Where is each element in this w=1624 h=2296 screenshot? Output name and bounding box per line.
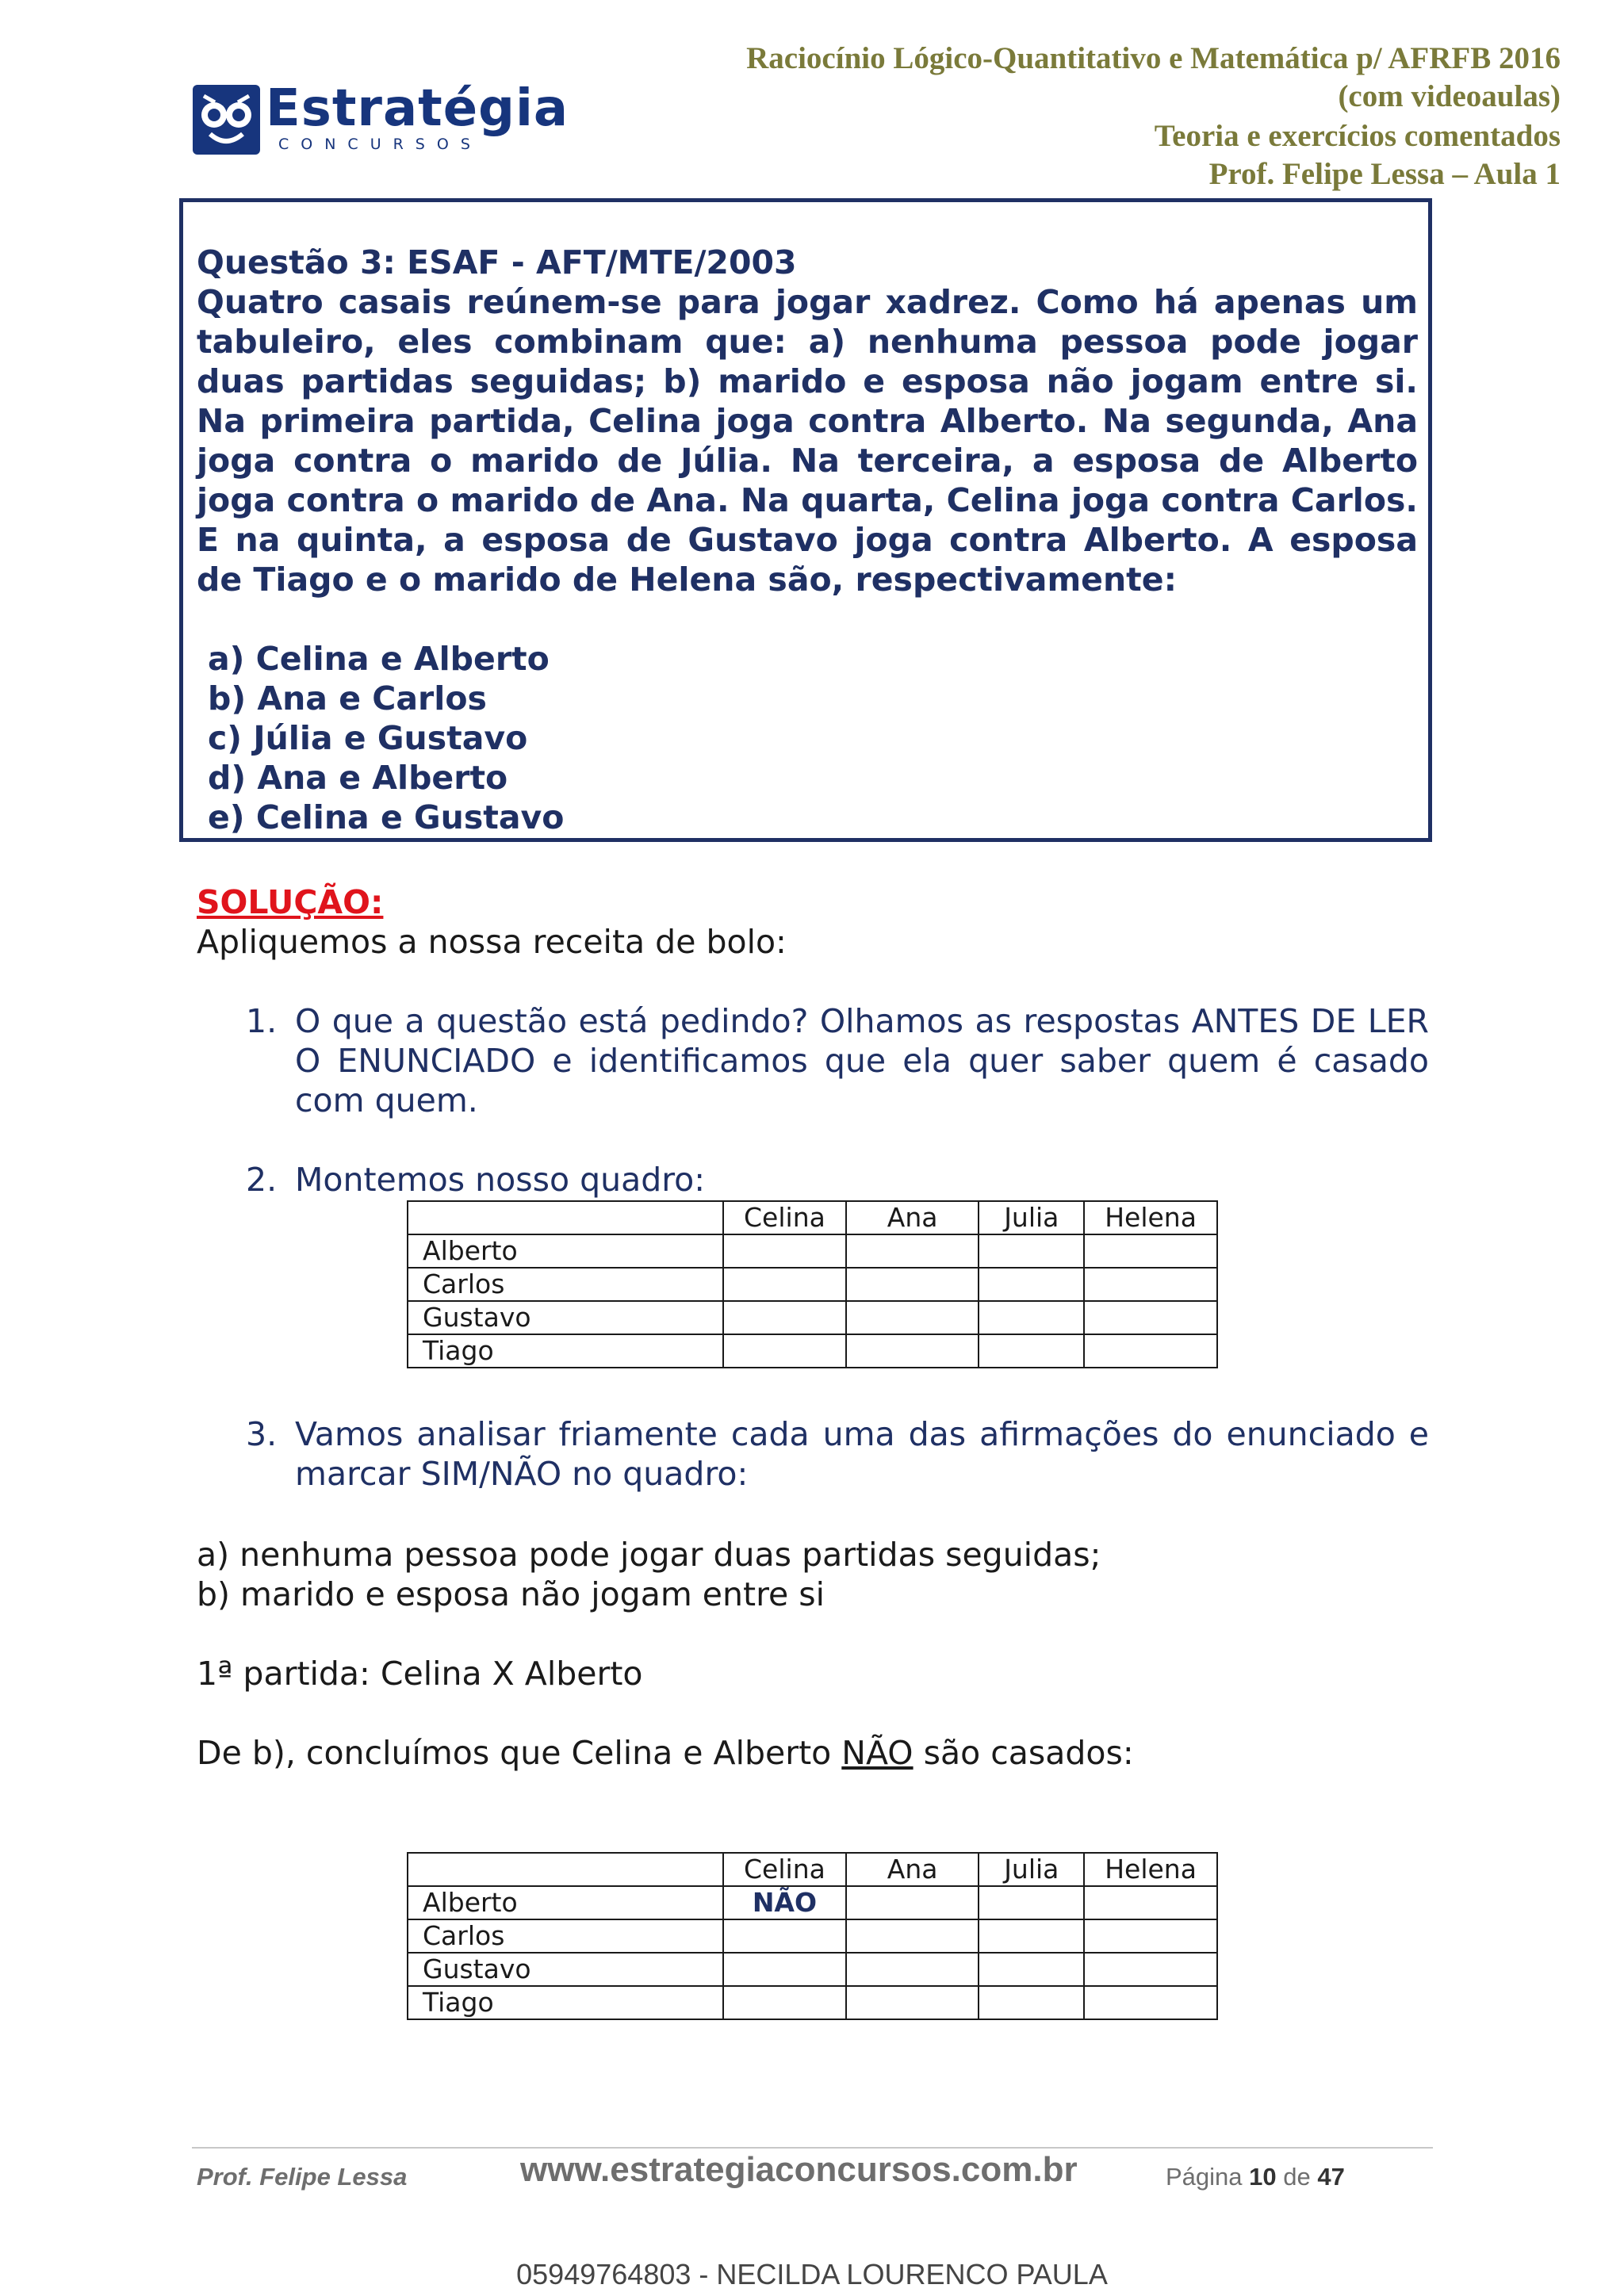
solution-intro: Apliquemos a nossa receita de bolo: <box>197 923 787 961</box>
conclusion-end: são casados: <box>913 1734 1134 1772</box>
question-title: Questão 3: ESAF - AFT/MTE/2003 <box>197 243 797 281</box>
watermark: 05949764803 - NECILDA LOURENCO PAULA <box>516 2258 1108 2290</box>
table-cell <box>723 1334 846 1368</box>
table-cell <box>723 1268 846 1301</box>
table-cell <box>979 1986 1084 2019</box>
table-cell <box>979 1301 1084 1334</box>
table-cell <box>723 1919 846 1953</box>
table-cell <box>979 1334 1084 1368</box>
table-row <box>408 1919 1217 1953</box>
question-options <box>208 639 564 837</box>
table-cell <box>846 1268 979 1301</box>
column-header: Helena <box>1084 1201 1217 1234</box>
table-cell <box>1084 1986 1217 2019</box>
table-cell <box>1084 1334 1217 1368</box>
row-header: Gustavo <box>408 1301 723 1334</box>
row-header: Gustavo <box>408 1953 723 1986</box>
row-header: Carlos <box>408 1268 723 1301</box>
logo-name: Estratégia <box>266 79 569 138</box>
marriage-table-filled <box>407 1852 1218 2020</box>
table-cell <box>846 1234 979 1268</box>
question-body: Quatro casais reúnem-se para jogar xadrez. Como há apenas um tabuleiro, eles combinam que: a) nenhuma pessoa pode jogar duas partidas seguidas; b) marido e esposa não jogam entre si. Na primeira partida, Celina joga contra Alberto. Na segunda, Ana joga contra o marido de Júlia. Na terceira, a esposa de Alberto joga contra o marido de Ana. Na quarta, Celina joga contra Carlos. E na quinta, a esposa de Gustavo joga contra Alberto. A esposa de Tiago e o marido de Helena são, respectivamente: <box>197 283 1418 599</box>
option-a: a) Celina e Alberto <box>208 640 550 678</box>
table-cell <box>979 1234 1084 1268</box>
table-cell <box>1084 1301 1217 1334</box>
table-header-row <box>408 1853 1217 1886</box>
table-cell <box>979 1268 1084 1301</box>
table-cell <box>846 1334 979 1368</box>
column-header: Julia <box>979 1853 1084 1886</box>
step-3-text: Vamos analisar friamente cada uma das afirmações do enunciado e marcar SIM/NÃO no quadro: <box>295 1415 1429 1493</box>
table-row <box>408 1886 1217 1919</box>
table-cell <box>1084 1268 1217 1301</box>
table-row <box>408 1953 1217 1986</box>
marriage-table-empty <box>407 1200 1218 1368</box>
table-cell <box>979 1919 1084 1953</box>
option-c: c) Júlia e Gustavo <box>208 719 528 757</box>
step-2-text: Montemos nosso quadro: <box>295 1161 706 1199</box>
page-of: de <box>1276 2163 1318 2191</box>
table-cell <box>979 1886 1084 1919</box>
option-d: d) Ana e Alberto <box>208 759 508 797</box>
footer-website-link[interactable]: www.estrategiaconcursos.com.br <box>520 2150 1078 2189</box>
table-row <box>408 1334 1217 1368</box>
row-header: Carlos <box>408 1919 723 1953</box>
logo-subtitle: CONCURSOS <box>278 136 482 153</box>
table-row <box>408 1234 1217 1268</box>
table-cell <box>723 1986 846 2019</box>
step-3-number: 3. <box>246 1415 278 1453</box>
column-header: Ana <box>846 1853 979 1886</box>
row-header: Alberto <box>408 1234 723 1268</box>
header-professor: Prof. Felipe Lessa – Aula 1 <box>1208 157 1561 191</box>
table-corner <box>408 1853 723 1886</box>
footer-page-number <box>1166 2163 1345 2191</box>
table-row <box>408 1986 1217 2019</box>
table-row <box>408 1268 1217 1301</box>
table-cell <box>723 1234 846 1268</box>
column-header: Ana <box>846 1201 979 1234</box>
row-header: Tiago <box>408 1334 723 1368</box>
table-cell <box>1084 1886 1217 1919</box>
page-current: 10 <box>1249 2163 1277 2191</box>
row-header: Alberto <box>408 1886 723 1919</box>
conclusion <box>197 1733 1134 1773</box>
footer-author: Prof. Felipe Lessa <box>197 2163 408 2191</box>
option-e: e) Celina e Gustavo <box>208 798 565 836</box>
cell-alberto-celina: NÃO <box>723 1886 846 1919</box>
table-row <box>408 1301 1217 1334</box>
table-header-row <box>408 1201 1217 1234</box>
step-1-text: O que a questão está pedindo? Olhamos as respostas ANTES DE LER O ENUNCIADO e identificamos que ela quer saber quem é casado com quem. <box>295 1002 1429 1119</box>
table-cell <box>723 1953 846 1986</box>
table-cell <box>846 1301 979 1334</box>
step-2 <box>246 1160 1429 1200</box>
table-cell <box>846 1886 979 1919</box>
column-header: Julia <box>979 1201 1084 1234</box>
table-cell <box>846 1986 979 2019</box>
table-cell <box>979 1953 1084 1986</box>
step-2-number: 2. <box>246 1161 278 1199</box>
table-corner <box>408 1201 723 1234</box>
conclusion-emphasis: NÃO <box>841 1734 914 1772</box>
table-cell <box>723 1301 846 1334</box>
table-cell <box>846 1953 979 1986</box>
column-header: Celina <box>723 1201 846 1234</box>
column-header: Helena <box>1084 1853 1217 1886</box>
rule-a: a) nenhuma pessoa pode jogar duas partidas seguidas; <box>197 1536 1101 1574</box>
header-course-title: Raciocínio Lógico-Quantitativo e Matemática p/ AFRFB 2016 <box>746 41 1561 75</box>
column-header: Celina <box>723 1853 846 1886</box>
rule-b: b) marido e esposa não jogam entre si <box>197 1575 825 1613</box>
table-cell <box>846 1919 979 1953</box>
logo <box>193 79 569 161</box>
conclusion-start: De b), concluímos que Celina e Alberto <box>197 1734 842 1772</box>
table-cell <box>1084 1953 1217 1986</box>
row-header: Tiago <box>408 1986 723 2019</box>
option-b: b) Ana e Carlos <box>208 679 487 718</box>
header-course-subtitle: (com videoaulas) <box>1338 79 1561 113</box>
page-label: Página <box>1166 2163 1250 2191</box>
page-total: 47 <box>1317 2163 1345 2191</box>
footer-divider <box>192 2147 1433 2149</box>
table-cell <box>1084 1234 1217 1268</box>
owl-icon <box>193 85 260 155</box>
step-3 <box>246 1414 1429 1494</box>
step-1-number: 1. <box>246 1002 278 1040</box>
step-1 <box>246 1001 1429 1120</box>
table-cell <box>1084 1919 1217 1953</box>
header-theory: Teoria e exercícios comentados <box>1154 119 1561 153</box>
solution-heading: SOLUÇÃO: <box>197 883 384 921</box>
match-1: 1ª partida: Celina X Alberto <box>197 1655 643 1693</box>
